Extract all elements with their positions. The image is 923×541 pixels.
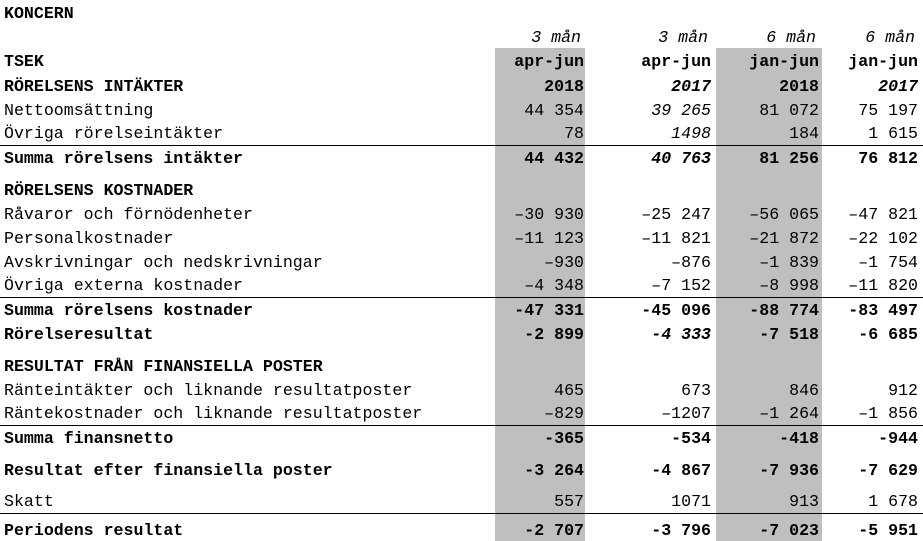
section-heading-financial: RESULTAT FRÅN FINANSIELLA POSTER (4, 356, 323, 376)
value-jan-jun-2018: -7 936 (759, 460, 819, 480)
value-jan-jun-2017: 1 615 (868, 124, 918, 143)
value-apr-jun-2018: –829 (544, 404, 584, 423)
value-jan-jun-2018: -7 518 (759, 324, 819, 344)
value-jan-jun-2018: 913 (789, 492, 819, 511)
value-apr-jun-2018: –930 (544, 252, 584, 272)
spacer (0, 346, 923, 354)
value-apr-jun-2017: -45 096 (641, 300, 711, 320)
row-label: Summa rörelsens intäkter (4, 148, 243, 168)
value-apr-jun-2017: –25 247 (641, 204, 711, 224)
value-jan-jun-2018: 846 (789, 380, 819, 400)
period-length-apr-jun-2018: 3 mån (531, 27, 581, 47)
row-label: Skatt (4, 492, 54, 511)
row-label: Övriga rörelseintäkter (4, 124, 224, 143)
row-label: Summa rörelsens kostnader (4, 300, 253, 320)
value-jan-jun-2018: –21 872 (749, 228, 819, 248)
value-apr-jun-2017: –7 152 (651, 276, 711, 295)
section-heading-income: RÖRELSENS INTÄKTER (4, 76, 184, 96)
row-rantekostnader (0, 402, 923, 426)
row-summa-finansnetto (0, 426, 923, 450)
row-label: Periodens resultat (4, 520, 184, 540)
row-label: Summa finansnetto (4, 428, 174, 448)
row-label: Räntekostnader och liknande resultatposter (4, 404, 423, 423)
value-apr-jun-2018: -2 899 (524, 324, 584, 344)
value-apr-jun-2017: –11 821 (641, 228, 711, 248)
value-jan-jun-2017: -5 951 (858, 520, 918, 540)
value-apr-jun-2017: 673 (681, 380, 711, 400)
value-jan-jun-2018: -88 774 (749, 300, 819, 320)
row-avskrivningar (0, 250, 923, 274)
value-jan-jun-2018: –56 065 (749, 204, 819, 224)
value-apr-jun-2017: 40 763 (651, 148, 711, 168)
value-jan-jun-2017: 1 678 (868, 492, 918, 511)
row-ovriga-externa-kostnader (0, 274, 923, 298)
value-jan-jun-2017: 912 (888, 380, 918, 400)
value-apr-jun-2018: 557 (554, 492, 584, 511)
value-apr-jun-2017: -3 796 (651, 520, 711, 540)
section-row-costs (0, 178, 923, 202)
period-length-jan-jun-2018: 6 mån (766, 27, 816, 47)
value-apr-jun-2018: –4 348 (524, 276, 584, 295)
value-jan-jun-2017: -6 685 (858, 324, 918, 344)
value-apr-jun-2018: -47 331 (514, 300, 584, 320)
range-header-jan-jun-2018: jan-jun (749, 51, 819, 71)
value-apr-jun-2017: -534 (671, 428, 711, 448)
value-apr-jun-2017: 39 265 (651, 100, 711, 120)
value-jan-jun-2017: -7 629 (858, 460, 918, 480)
range-header-apr-jun-2018: apr-jun (514, 51, 584, 71)
section-row-financial (0, 354, 923, 378)
value-jan-jun-2018: –1 839 (759, 252, 819, 272)
value-apr-jun-2017: 1071 (671, 492, 711, 511)
row-label: Resultat efter finansiella poster (4, 460, 333, 480)
range-header-jan-jun-2017: jan-jun (848, 51, 918, 71)
period-length-apr-jun-2017: 3 mån (658, 27, 708, 47)
row-rorelseresultat (0, 322, 923, 346)
value-jan-jun-2018: -418 (779, 428, 819, 448)
value-jan-jun-2018: 81 072 (759, 100, 819, 120)
row-nettoomsattning (0, 98, 923, 122)
row-skatt (0, 490, 923, 514)
value-jan-jun-2017: 76 812 (858, 148, 918, 168)
value-apr-jun-2018: –30 930 (514, 204, 584, 224)
value-apr-jun-2017: –1207 (661, 404, 711, 423)
row-periodens-resultat (0, 514, 923, 541)
row-ovriga-rorelseintakter (0, 122, 923, 146)
unit-label: TSEK (4, 51, 44, 71)
value-jan-jun-2017: –1 856 (858, 404, 918, 423)
value-apr-jun-2018: -3 264 (524, 460, 584, 480)
period-length-jan-jun-2017: 6 mån (865, 27, 915, 47)
value-apr-jun-2018: 465 (554, 380, 584, 400)
value-jan-jun-2017: –22 102 (848, 228, 918, 248)
row-label: Råvaror och förnödenheter (4, 204, 253, 224)
value-jan-jun-2018: 81 256 (759, 148, 819, 168)
value-jan-jun-2017: –1 754 (858, 252, 918, 272)
value-jan-jun-2017: –11 820 (848, 276, 918, 295)
value-jan-jun-2018: -7 023 (759, 520, 819, 540)
value-apr-jun-2018: 44 432 (524, 148, 584, 168)
value-apr-jun-2017: –876 (671, 252, 711, 272)
row-label: Nettoomsättning (4, 100, 154, 120)
period-range-row (0, 48, 923, 74)
year-row (0, 74, 923, 98)
value-apr-jun-2017: -4 867 (651, 460, 711, 480)
value-jan-jun-2017: -83 497 (848, 300, 918, 320)
spacer (0, 482, 923, 490)
year-header-apr-jun-2018: 2018 (544, 76, 584, 96)
report-title: KONCERN (4, 3, 74, 23)
title-row (0, 0, 923, 26)
year-header-apr-jun-2017: 2017 (671, 76, 711, 96)
value-apr-jun-2018: -365 (544, 428, 584, 448)
row-resultat-efter-finansiella-poster (0, 458, 923, 482)
row-label: Ränteintäkter och liknande resultatposter (4, 380, 413, 400)
row-label: Avskrivningar och nedskrivningar (4, 252, 323, 272)
row-label: Rörelseresultat (4, 324, 154, 344)
row-ravaror (0, 202, 923, 226)
spacer (0, 170, 923, 178)
year-header-jan-jun-2017: 2017 (878, 76, 918, 96)
value-jan-jun-2017: –47 821 (848, 204, 918, 224)
value-jan-jun-2018: –8 998 (759, 276, 819, 295)
value-jan-jun-2018: –1 264 (759, 404, 819, 423)
spacer (0, 450, 923, 458)
row-summa-rorelsens-kostnader (0, 298, 923, 322)
value-apr-jun-2018: 78 (564, 124, 584, 143)
value-jan-jun-2017: -944 (878, 428, 918, 448)
value-apr-jun-2018: -2 707 (524, 520, 584, 540)
section-heading-costs: RÖRELSENS KOSTNADER (4, 180, 194, 200)
value-jan-jun-2018: 184 (789, 124, 819, 143)
row-label: Personalkostnader (4, 228, 174, 248)
value-apr-jun-2018: –11 123 (514, 228, 584, 248)
row-personalkostnader (0, 226, 923, 250)
range-header-apr-jun-2017: apr-jun (641, 51, 711, 71)
value-apr-jun-2017: 1498 (671, 124, 711, 143)
value-jan-jun-2017: 75 197 (858, 100, 918, 120)
value-apr-jun-2017: -4 333 (651, 324, 711, 344)
row-ranteintakter (0, 378, 923, 402)
period-length-row (0, 26, 923, 48)
value-apr-jun-2018: 44 354 (524, 100, 584, 120)
row-summa-rorelsens-intakter (0, 146, 923, 170)
year-header-jan-jun-2018: 2018 (779, 76, 819, 96)
row-label: Övriga externa kostnader (4, 276, 243, 295)
